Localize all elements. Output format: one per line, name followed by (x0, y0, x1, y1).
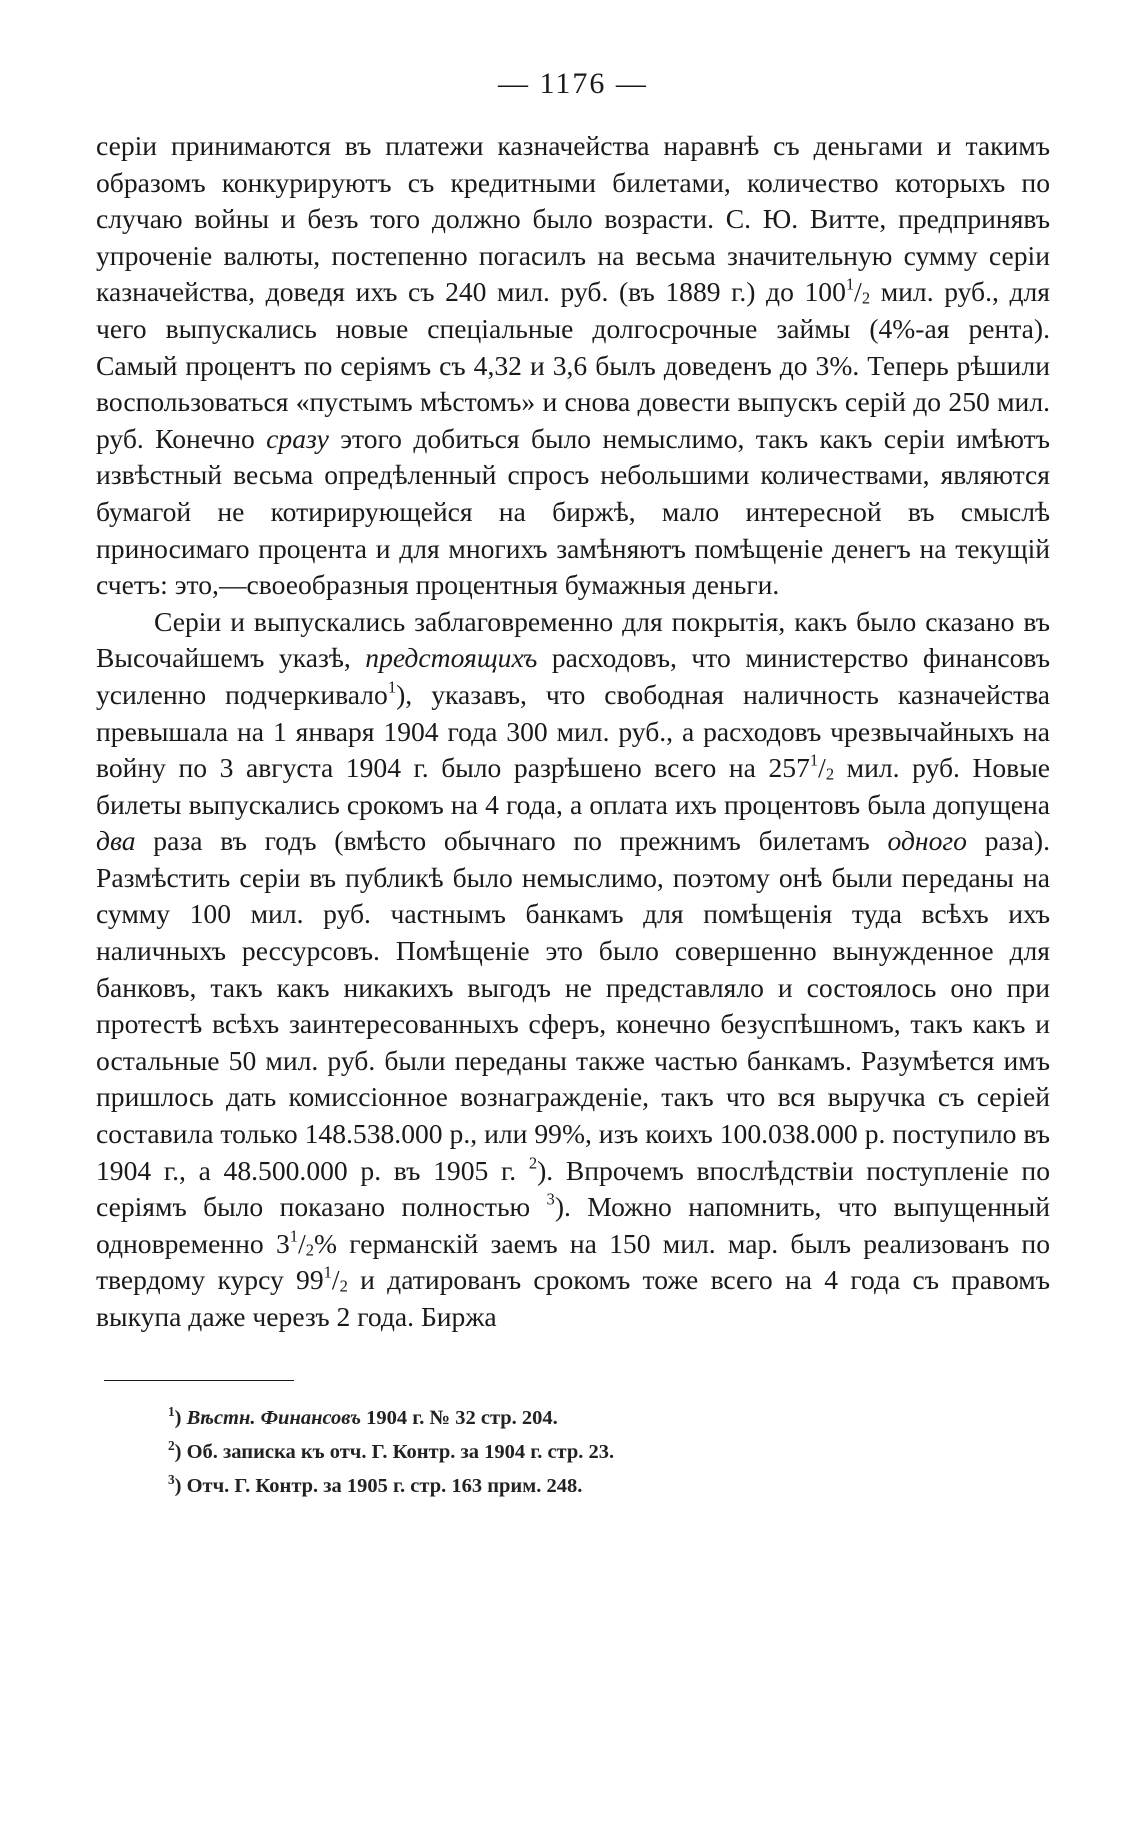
footnotes (96, 1401, 1050, 1503)
paragraph-1-text-3: этого добиться было немыслимо, такъ какъ серіи имѣютъ извѣстный весьма опредѣленный спросъ небольшими количествами, являются бумагой не котирирующейся на биржѣ, мало интересной въ смыслѣ приносимаго процента и для многихъ замѣняютъ помѣщеніе денегъ на текущій счетъ: это,—своеобразныя процентныя бумажныя деньги. (96, 422, 1050, 601)
fraction-2: $257^1/_2$ (768, 750, 835, 784)
footnote-1: $^1$) Вѣстн. Финансовъ 1904 г. № 32 стр. 204. (168, 1403, 558, 1429)
italic-word: два (96, 825, 136, 857)
italic-word: предстоящихъ (365, 642, 538, 674)
paragraph-2: Серіи и выпускались заблаговременно для покрытія, какъ было сказано въ Высочайшемъ указѣ, предстоящихъ расходовъ, что министерство финансовъ усиленно подчеркивало$^1$), указавъ, что свободная наличность казначейства превышала на 1 января 1904 года 300 мил. руб., а расходовъ чрезвычайныхъ на войну по 3 августа 1904 г. было разрѣшено всего на $257^1/_2$ мил. руб. Новые билеты выпускались срокомъ на 4 года, а оплата ихъ процентовъ была допущена два раза въ годъ (вмѣсто обычнаго по прежнимъ билетамъ одного раза). Размѣстить серіи въ публикѣ было немыслимо, поэтому онѣ были переданы на сумму 100 мил. руб. частнымъ банкамъ для помѣщенія туда всѣхъ ихъ наличныхъ рессурсовъ. Помѣщеніе это было совершенно вынужденное для банковъ, такъ какъ никакихъ выгодъ не представляло и состоялось оно при протестѣ всѣхъ заинтересованныхъ сферъ, конечно безуспѣшномъ, такъ какъ и остальные 50 мил. руб. были переданы также частью банкамъ. Разумѣется имъ пришлось дать комиссіонное вознагражденіе, такъ что вся выручка съ серіей составила только 148.538.000 р., или 99%, изъ коихъ 100.038.000 р. поступило въ 1904 г., а 48.500.000 р. въ 1905 г. $^2$). Впрочемъ впослѣдствіи поступленіе по серіямъ было показано полностью $^3$). Можно напомнить, что выпущенный одновременно $3^1/_2\%$ германскій заемъ на 150 мил. мар. былъ реализованъ по твердому курсу $99^1/_2$ и датированъ срокомъ тоже всего на 4 года съ правомъ выкупа даже черезъ 2 года. Биржа (96, 605, 1050, 1332)
fraction-3: $3^1/_2$ (275, 1226, 315, 1260)
footnote-divider (104, 1380, 294, 1381)
footnote-ref-1[interactable]: 1 (387, 677, 397, 697)
paragraph-1-text-2: мил. руб., для чего выпускались новые спеціальные долгосрочные займы (4%-ая рента). Самый процентъ по серіямъ съ 4,32 и 3,6 былъ доведенъ до 3%. Теперь рѣшили воспользоваться «пустымъ мѣстомъ» и снова довести выпускъ серій до 250 мил. руб. Конечно (96, 276, 1050, 454)
italic-word: сразу (266, 422, 329, 454)
footnote-3: $^3$) Отч. Г. Контр. за 1905 г. стр. 163 прим. 248. (168, 1471, 583, 1497)
page-number: — 1176 — (498, 67, 648, 100)
fraction-4: $99^1/_2$ (296, 1262, 348, 1296)
footnote-ref-3[interactable]: 3 (546, 1189, 555, 1209)
footnote-2: $^2$) Об. записка къ отч. Г. Контр. за 1904 г. стр. 23. (168, 1437, 615, 1463)
paragraph-1-text-1: серіи принимаются въ платежи казначейства наравнѣ съ деньгами и такимъ образомъ конкурируютъ съ кредитными билетами, количество которыхъ по случаю войны и безъ того должно было возрасти. С. Ю. Витте, предпринявъ упроченіе валюты, постепенно погасилъ на весьма значительную сумму серіи казначейства, доведя ихъ съ 240 мил. руб. (въ 1889 г.) до (96, 130, 1050, 308)
fraction-1: $100^1/_2$ (804, 274, 871, 308)
italic-word: одного (887, 825, 967, 857)
paragraph-1 (96, 128, 1050, 604)
footnote-ref-2[interactable]: 2 (528, 1153, 538, 1173)
